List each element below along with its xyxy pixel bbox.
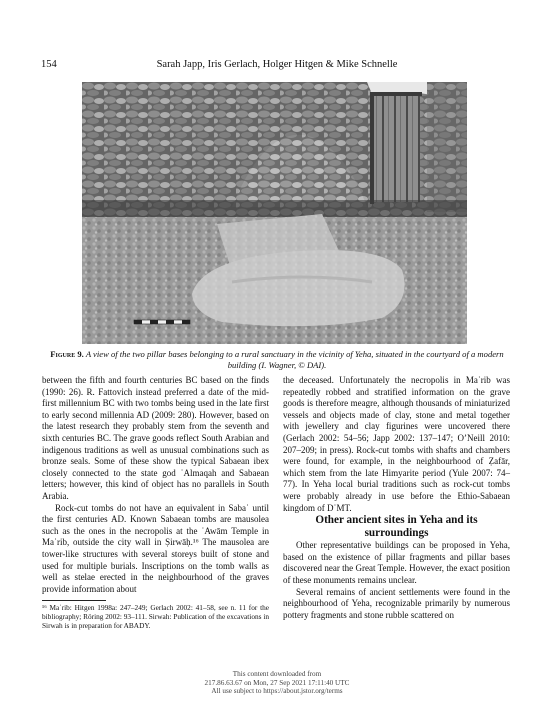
paragraph: between the fifth and fourth centuries BC based on the finds (1990: 26). R. Fattovich instead preferred a date of the mid-first millennium BC with two tombs being used in the late first to early second millennia AD (2009: 280). However, based on the latest research they probably stem from the seventh and sixth centuries BC. The grave goods reflect South Arabian and indigenous traditions as well as unusual combinations such as bronze seals. Some of these show the typical Sabaean ibex closely connected to the state god ʾAlmaqah and Sabaean letters; however, this kind of object has no parallels in South Arabia. [42, 375, 269, 501]
figure-caption [50, 349, 504, 371]
left-column [42, 375, 269, 595]
running-head-authors: Sarah Japp, Iris Gerlach, Holger Hitgen & Mike Schnelle [156, 59, 398, 70]
footnote: ¹⁶ Maʾrib: Hitgen 1998a: 247–249; Gerlach 2002: 41–58, see n. 11 for the bibliography; Röring 2002: 93–111. Sirwah: Publication of the excavations in Sirwah is in preparation for ABADY. [42, 603, 269, 630]
page-number: 154 [41, 59, 57, 70]
right-column [283, 375, 510, 621]
paragraph: Other representative buildings can be proposed in Yeha, based on the existence of pillar fragments and pillar bases discovered near the Great Temple. However, the exact position of these monuments remains unclear. [283, 540, 510, 585]
paragraph: the deceased. Unfortunately the necropolis in Maʾrib was repeatedly robbed and stratified information on the grave goods is therefore meagre, although thousands of miniaturized vessels and objects made of clay, stone and metal together with jewellery and clay figurines were uncovered there (Gerlach 2002: 54–56; Japp 2002: 137–147; O’Neill 2010: 207–209; in press). Rock-cut tombs with shafts and chambers were found, for example, in the neighbourhood of Ẓafār, which stem from the late Himyarite period (Yule 2007: 74–77). In Yeha local burial traditions such as rock-cut tombs were probably already in use before the Ethio-Sabaean kingdom of DʿMT. [283, 375, 510, 513]
footnote-divider [42, 600, 106, 601]
figure-label: Figure 9. [50, 349, 84, 359]
section-heading: Other ancient sites in Yeha and its surroundings [315, 514, 478, 540]
footer-line: This content downloaded from [232, 670, 322, 678]
footer-line: 217.86.63.67 on Mon, 27 Sep 2021 17:11:40 UTC [204, 678, 350, 687]
paragraph: Several remains of ancient settlements were found in the neighbourhood of Yeha, recognizable primarily by numerous pottery fragments and stone rubble scattered on [283, 586, 510, 620]
footer-line: All use subject to https://about.jstor.org/terms [211, 687, 343, 695]
download-footer [0, 670, 554, 696]
figure-photo [82, 82, 467, 344]
figure-caption-text: A view of the two pillar bases belonging to a rural sanctuary in the vicinity of Yeha, situated in the courtyard of a modern building (I. Wagner, © DAI). [85, 349, 504, 370]
paragraph: Rock-cut tombs do not have an equivalent in Sabaʾ until the first centuries AD. Known Sabaean tombs are mausolea such as the ones in the necropolis at the ʾAwām Temple in Maʾrib, outside the city wall in Ṣirwāḥ.¹⁶ The mausolea are tower-like structures with several storeys built of stone and used for multiple burials. Inscriptions on the tomb walls as well as stelae erected in the neighbourhood of the graves provide information about [42, 502, 269, 594]
